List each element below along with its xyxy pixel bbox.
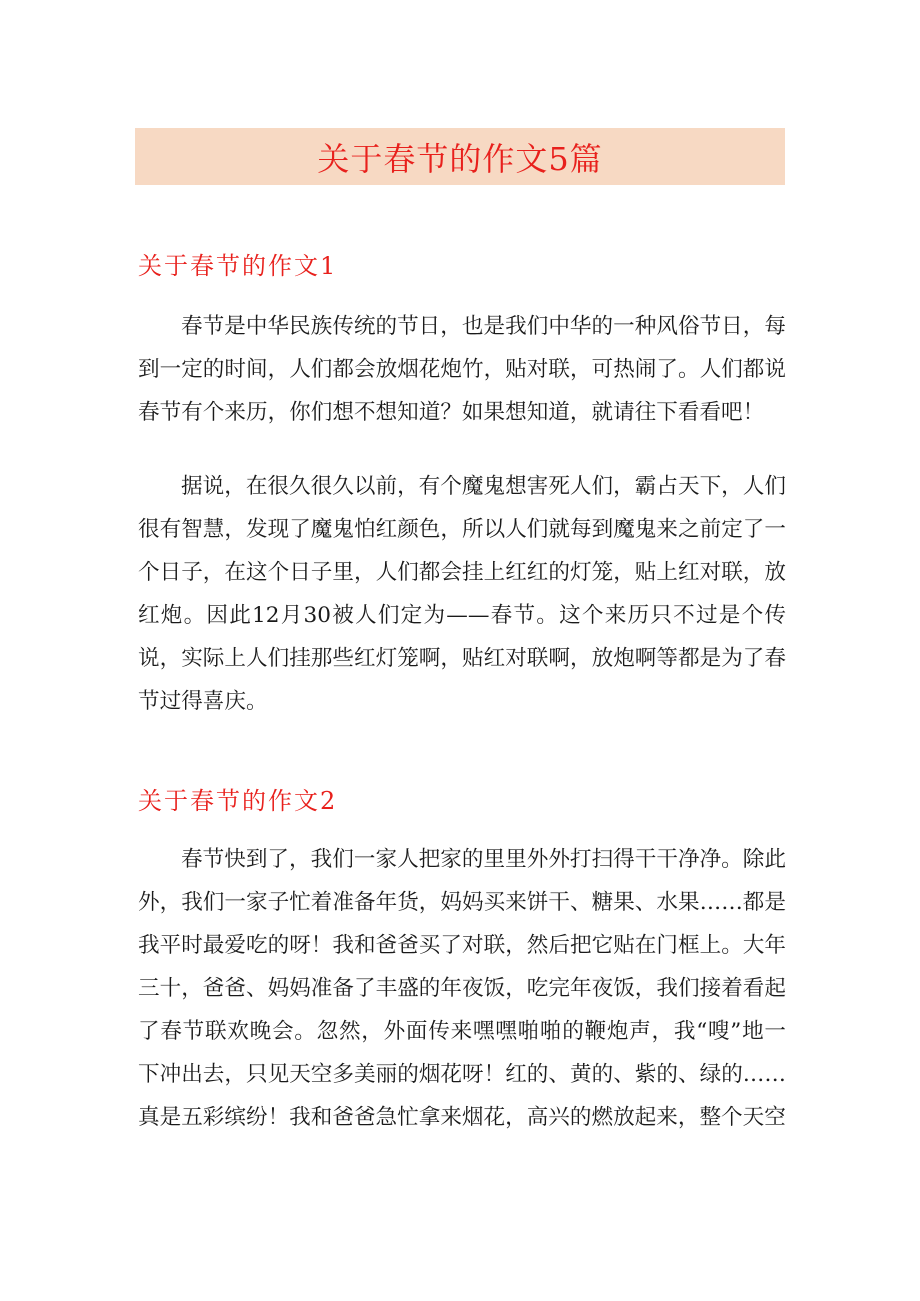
document-title: 关于春节的作文5篇 — [317, 139, 603, 178]
section-heading-1: 关于春节的作文1 — [138, 252, 338, 280]
title-banner — [135, 128, 785, 185]
paragraph-1-1: 春节是中华民族传统的节日，也是我们中华的一种风俗节日，每到一定的时间，人们都会放烟花炮竹，贴对联，可热闹了。人们都说春节有个来历，你们想不想知道？如果想知道，就请往下看看吧！ — [138, 314, 786, 425]
paragraph-1-2: 据说，在很久很久以前，有个魔鬼想害死人们，霸占天下，人们很有智慧，发现了魔鬼怕红颜色，所以人们就每到魔鬼来之前定了一个日子，在这个日子里，人们都会挂上红红的灯笼，贴上红对联，放红炮。因此12月30被人们定为——春节。这个来历只不过是个传说，实际上人们挂那些红灯笼啊，贴红对联啊，放炮啊等都是为了春节过得喜庆。 — [138, 474, 786, 714]
paragraph-2-1: 春节快到了，我们一家人把家的里里外外打扫得干干净净。除此外，我们一家子忙着准备年货，妈妈买来饼干、糖果、水果……都是我平时最爱吃的呀！我和爸爸买了对联，然后把它贴在门框上。大年三十，爸爸、妈妈准备了丰盛的年夜饭，吃完年夜饭，我们接着看起了春节联欢晚会。忽然，外面传来嘿嘿啪啪的鞭炮声，我“嗖”地一下冲出去，只见天空多美丽的烟花呀！红的、黄的、紫的、绿的……真是五彩缤纷！我和爸爸急忙拿来烟花，高兴的燃放起来，整个天空 — [138, 847, 786, 1130]
section-heading-2: 关于春节的作文2 — [138, 787, 338, 815]
